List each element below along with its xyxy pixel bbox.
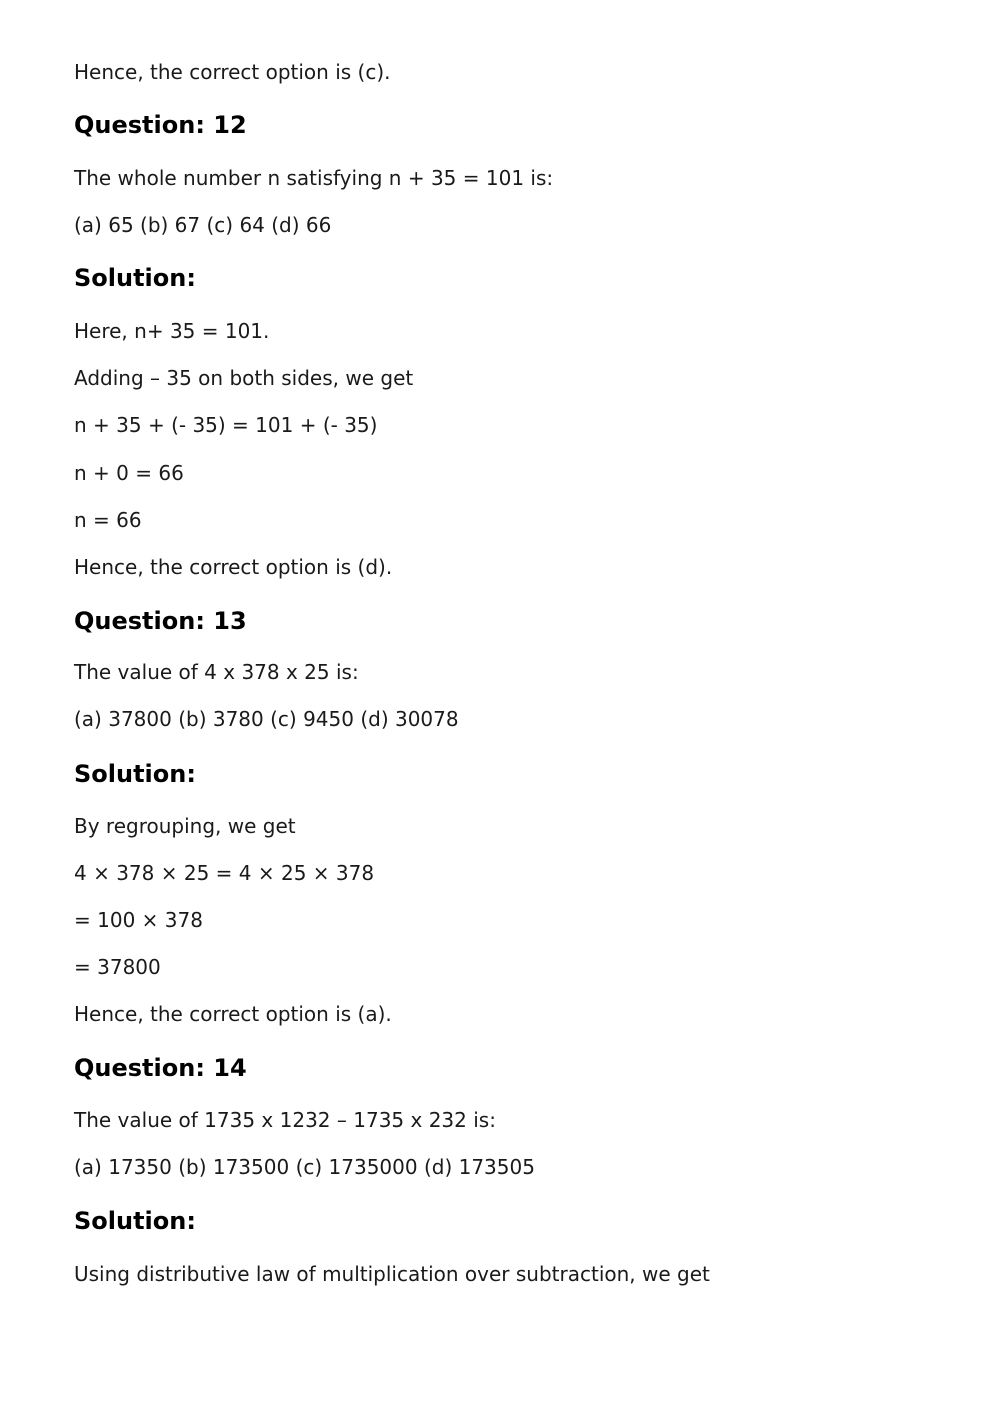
conclusion-q12: Hence, the correct option is (d).	[74, 555, 393, 579]
solution-13-step-1: By regrouping, we get	[74, 814, 296, 838]
question-12-text: The whole number n satisfying n + 35 = 101 is:	[74, 166, 554, 190]
solution-12-step-1: Here, n+ 35 = 101.	[74, 319, 270, 343]
solution-14-step-1: Using distributive law of multiplication over subtraction, we get	[74, 1262, 710, 1286]
question-14-options: (a) 17350 (b) 173500 (c) 1735000 (d) 173505	[74, 1155, 535, 1179]
question-13-heading: Question: 13	[74, 607, 247, 635]
question-13-text: The value of 4 x 378 x 25 is:	[74, 660, 359, 684]
conclusion-q13: Hence, the correct option is (a).	[74, 1002, 392, 1026]
solution-13-step-3: = 100 × 378	[74, 908, 203, 932]
solution-13-step-2: 4 × 378 × 25 = 4 × 25 × 378	[74, 861, 375, 885]
question-12-options: (a) 65 (b) 67 (c) 64 (d) 66	[74, 213, 332, 237]
solution-12-step-4: n + 0 = 66	[74, 461, 184, 485]
question-14-heading: Question: 14	[74, 1054, 247, 1082]
conclusion-q11: Hence, the correct option is (c).	[74, 60, 391, 84]
solution-12-step-2: Adding – 35 on both sides, we get	[74, 366, 414, 390]
question-12-heading: Question: 12	[74, 111, 247, 139]
solution-12-step-3: n + 35 + (- 35) = 101 + (- 35)	[74, 413, 378, 437]
question-14-text: The value of 1735 x 1232 – 1735 x 232 is:	[74, 1108, 496, 1132]
question-13-options: (a) 37800 (b) 3780 (c) 9450 (d) 30078	[74, 707, 459, 731]
solution-12-step-5: n = 66	[74, 508, 142, 532]
solution-13-heading: Solution:	[74, 760, 196, 788]
solution-12-heading: Solution:	[74, 264, 196, 292]
solution-13-step-4: = 37800	[74, 955, 161, 979]
solution-14-heading: Solution:	[74, 1207, 196, 1235]
